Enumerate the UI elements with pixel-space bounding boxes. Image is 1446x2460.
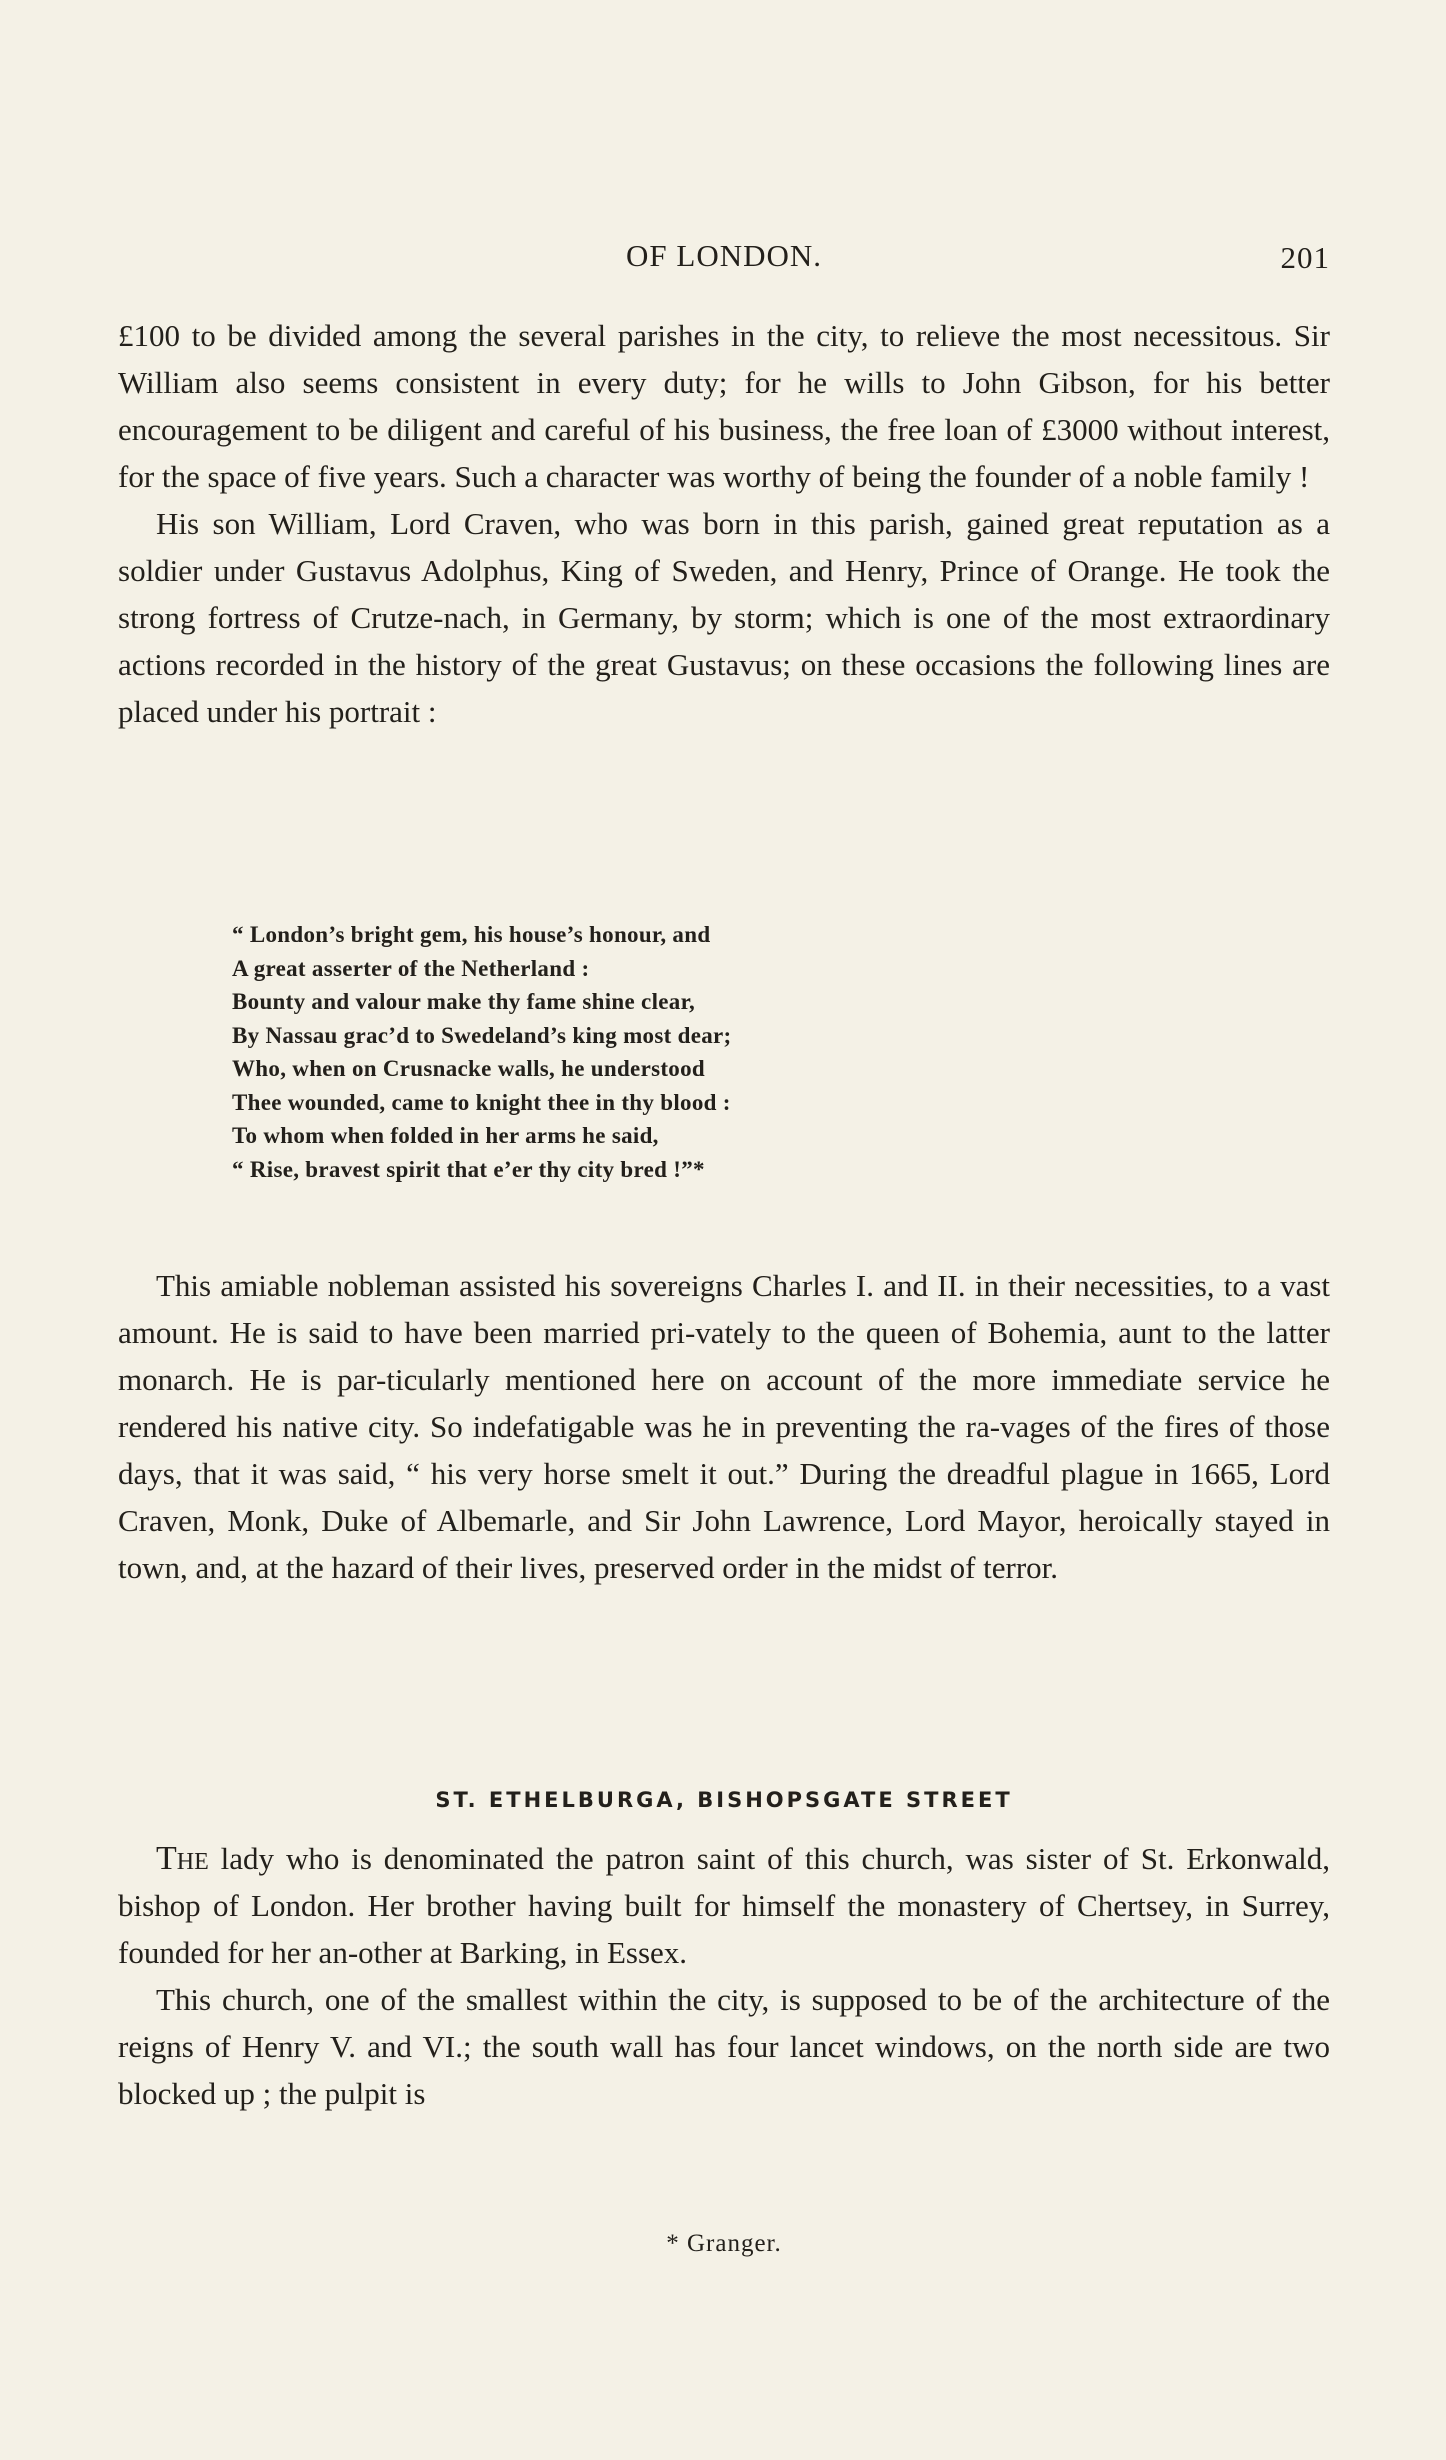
verse-line: Bounty and valour make thy fame shine clear, — [232, 989, 696, 1014]
section-heading: ST. ETHELBURGA, BISHOPSGATE STREET — [435, 1788, 1013, 1812]
portrait-verse — [232, 918, 1132, 1186]
verse-line: To whom when folded in her arms he said, — [232, 1123, 659, 1148]
verse-line: “ Rise, bravest spirit that e’er thy city bred !”* — [232, 1156, 705, 1182]
verse-line: A great asserter of the Netherland : — [232, 955, 590, 981]
paragraph-church-architecture: This church, one of the smallest within the city, is supposed to be of the architecture of the reigns of Henry V. and VI.; the south wall has four lancet windows, on the north side are two blocked up ; the pulpit is — [118, 1982, 1330, 2111]
verse-line: “ London’s bright gem, his house’s honour, and — [232, 922, 711, 947]
text-block-middle — [118, 1262, 1330, 1591]
verse-line: By Nassau grac’d to Swedeland’s king most dear; — [232, 1022, 732, 1048]
verse-line: Thee wounded, came to knight thee in thy blood : — [232, 1089, 731, 1115]
footnote: * Granger. — [666, 2230, 782, 2257]
drop-word: The — [156, 1840, 209, 1877]
text-block-bottom — [118, 1835, 1330, 2117]
paragraph-bequest: £100 to be divided among the several parishes in the city, to relieve the most necessitous. Sir William also seems consistent in every duty; for he wills to John Gibson, for his better encouragement to be diligent and careful of his business, the free loan of £3000 without interest, for the space of five years. Such a character was worthy of being the founder of a noble family ! — [118, 318, 1330, 494]
paragraph-lord-craven: His son William, Lord Craven, who was born in this parish, gained great reputation as a soldier under Gustavus Adolphus, King of Sweden, and Henry, Prince of Orange. He took the strong fortress of Crutze-nach, in Germany, by storm; which is one of the most extraordinary actions recorded in the history of the great Gustavus; on these occasions the following lines are placed under his portrait : — [118, 506, 1330, 729]
running-head: OF LONDON. — [626, 238, 822, 273]
paragraph-patron-saint-text: lady who is denominated the patron saint of this church, was sister of St. Erkonwald, bishop of London. Her brother having built for himself the monastery of Chertsey, in Surrey, founded for her an-other at Barking, in Essex. — [118, 1841, 1330, 1970]
page-number: 201 — [1280, 240, 1330, 275]
paragraph-patron-saint — [118, 1835, 1330, 1976]
page-header — [118, 238, 1330, 278]
verse-line: Who, when on Crusnacke walls, he understood — [232, 1056, 705, 1081]
paragraph-amiable-nobleman: This amiable nobleman assisted his sovereigns Charles I. and II. in their necessities, to a vast amount. He is said to have been married pri-vately to the queen of Bohemia, aunt to the latter monarch. He is par-ticularly mentioned here on account of the more immediate service he rendered his native city. So indefatigable was he in preventing the ra-vages of the fires of those days, that it was said, “ his very horse smelt it out.” During the dreadful plague in 1665, Lord Craven, Monk, Duke of Albemarle, and Sir John Lawrence, Lord Mayor, heroically stayed in town, and, at the hazard of their lives, preserved order in the midst of terror. — [118, 1268, 1330, 1585]
text-block-top — [118, 312, 1330, 735]
